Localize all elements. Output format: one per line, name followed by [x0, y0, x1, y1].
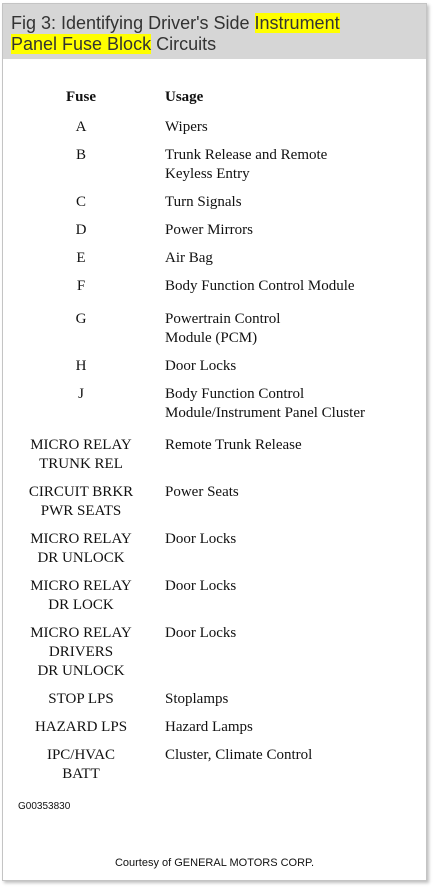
- caption-highlight-2: Panel Fuse Block: [11, 34, 152, 54]
- table-row: [3, 146, 426, 184]
- fuse-cell: HAZARD LPS: [34, 719, 128, 735]
- fuse-cell: G: [75, 311, 87, 327]
- courtesy-line: Courtesy of GENERAL MOTORS CORP.: [114, 857, 315, 869]
- usage-cell: Power Mirrors: [165, 222, 253, 238]
- table-row: [3, 310, 426, 348]
- fuse-cell: CIRCUIT BRKR PWR SEATS: [28, 484, 134, 519]
- table-row: [3, 718, 426, 737]
- usage-cell: Body Function Control Module: [165, 278, 355, 294]
- table-row: [3, 357, 426, 376]
- usage-cell: Remote Trunk Release: [165, 437, 302, 453]
- usage-cell: Stoplamps: [165, 691, 229, 707]
- usage-cell: Door Locks: [165, 625, 237, 641]
- table-row: [3, 221, 426, 240]
- caption-prefix: Fig 3: Identifying Driver's Side: [11, 13, 255, 33]
- fuse-cell: H: [75, 358, 87, 374]
- figure-code: G00353830: [18, 801, 71, 812]
- fuse-table: [3, 88, 426, 784]
- table-header-row: [3, 88, 426, 118]
- header-usage: Usage: [165, 89, 204, 105]
- table-row: [3, 746, 426, 784]
- table-row: [3, 483, 426, 521]
- table-row: [3, 436, 426, 474]
- fuse-cell: J: [78, 386, 84, 402]
- usage-cell: Door Locks: [165, 531, 237, 547]
- table-row: [3, 690, 426, 709]
- fuse-cell: A: [75, 119, 87, 135]
- caption-suffix: Circuits: [151, 34, 217, 54]
- table-row: [3, 118, 426, 137]
- table-row: [3, 577, 426, 615]
- fuse-cell: D: [75, 222, 87, 238]
- figure-frame: [2, 3, 427, 881]
- fuse-cell: STOP LPS: [48, 691, 114, 707]
- table-row: [3, 624, 426, 681]
- usage-cell: Power Seats: [165, 484, 239, 500]
- table-row: [3, 277, 426, 296]
- usage-cell: Wipers: [165, 119, 208, 135]
- table-row: [3, 249, 426, 268]
- usage-cell: Cluster, Climate Control: [165, 747, 313, 763]
- header-fuse: Fuse: [66, 89, 96, 105]
- table-row: [3, 193, 426, 212]
- fuse-cell: MICRO RELAY TRUNK REL: [30, 437, 132, 472]
- fuse-cell: C: [75, 194, 86, 210]
- usage-cell: Trunk Release and Remote Keyless Entry: [165, 147, 328, 182]
- table-row: [3, 530, 426, 568]
- fuse-cell: MICRO RELAY DR UNLOCK: [30, 531, 132, 566]
- fuse-cell: IPC/HVAC BATT: [46, 747, 116, 782]
- table-row: [3, 385, 426, 423]
- fuse-cell: MICRO RELAY DR LOCK: [30, 578, 132, 613]
- usage-cell: Turn Signals: [165, 194, 242, 210]
- fuse-cell: E: [76, 250, 86, 266]
- caption-highlight-1: Instrument: [254, 13, 340, 33]
- usage-cell: Door Locks: [165, 358, 237, 374]
- usage-cell: Door Locks: [165, 578, 237, 594]
- usage-cell: Air Bag: [165, 250, 213, 266]
- usage-cell: Hazard Lamps: [165, 719, 253, 735]
- usage-cell: Powertrain Control Module (PCM): [165, 311, 281, 346]
- usage-cell: Body Function Control Module/Instrument Panel Cluster: [165, 386, 365, 421]
- fuse-cell: F: [76, 278, 86, 294]
- figure-caption: [3, 4, 426, 59]
- fuse-cell: MICRO RELAY DRIVERS DR UNLOCK: [30, 625, 132, 679]
- fuse-cell: B: [75, 147, 86, 163]
